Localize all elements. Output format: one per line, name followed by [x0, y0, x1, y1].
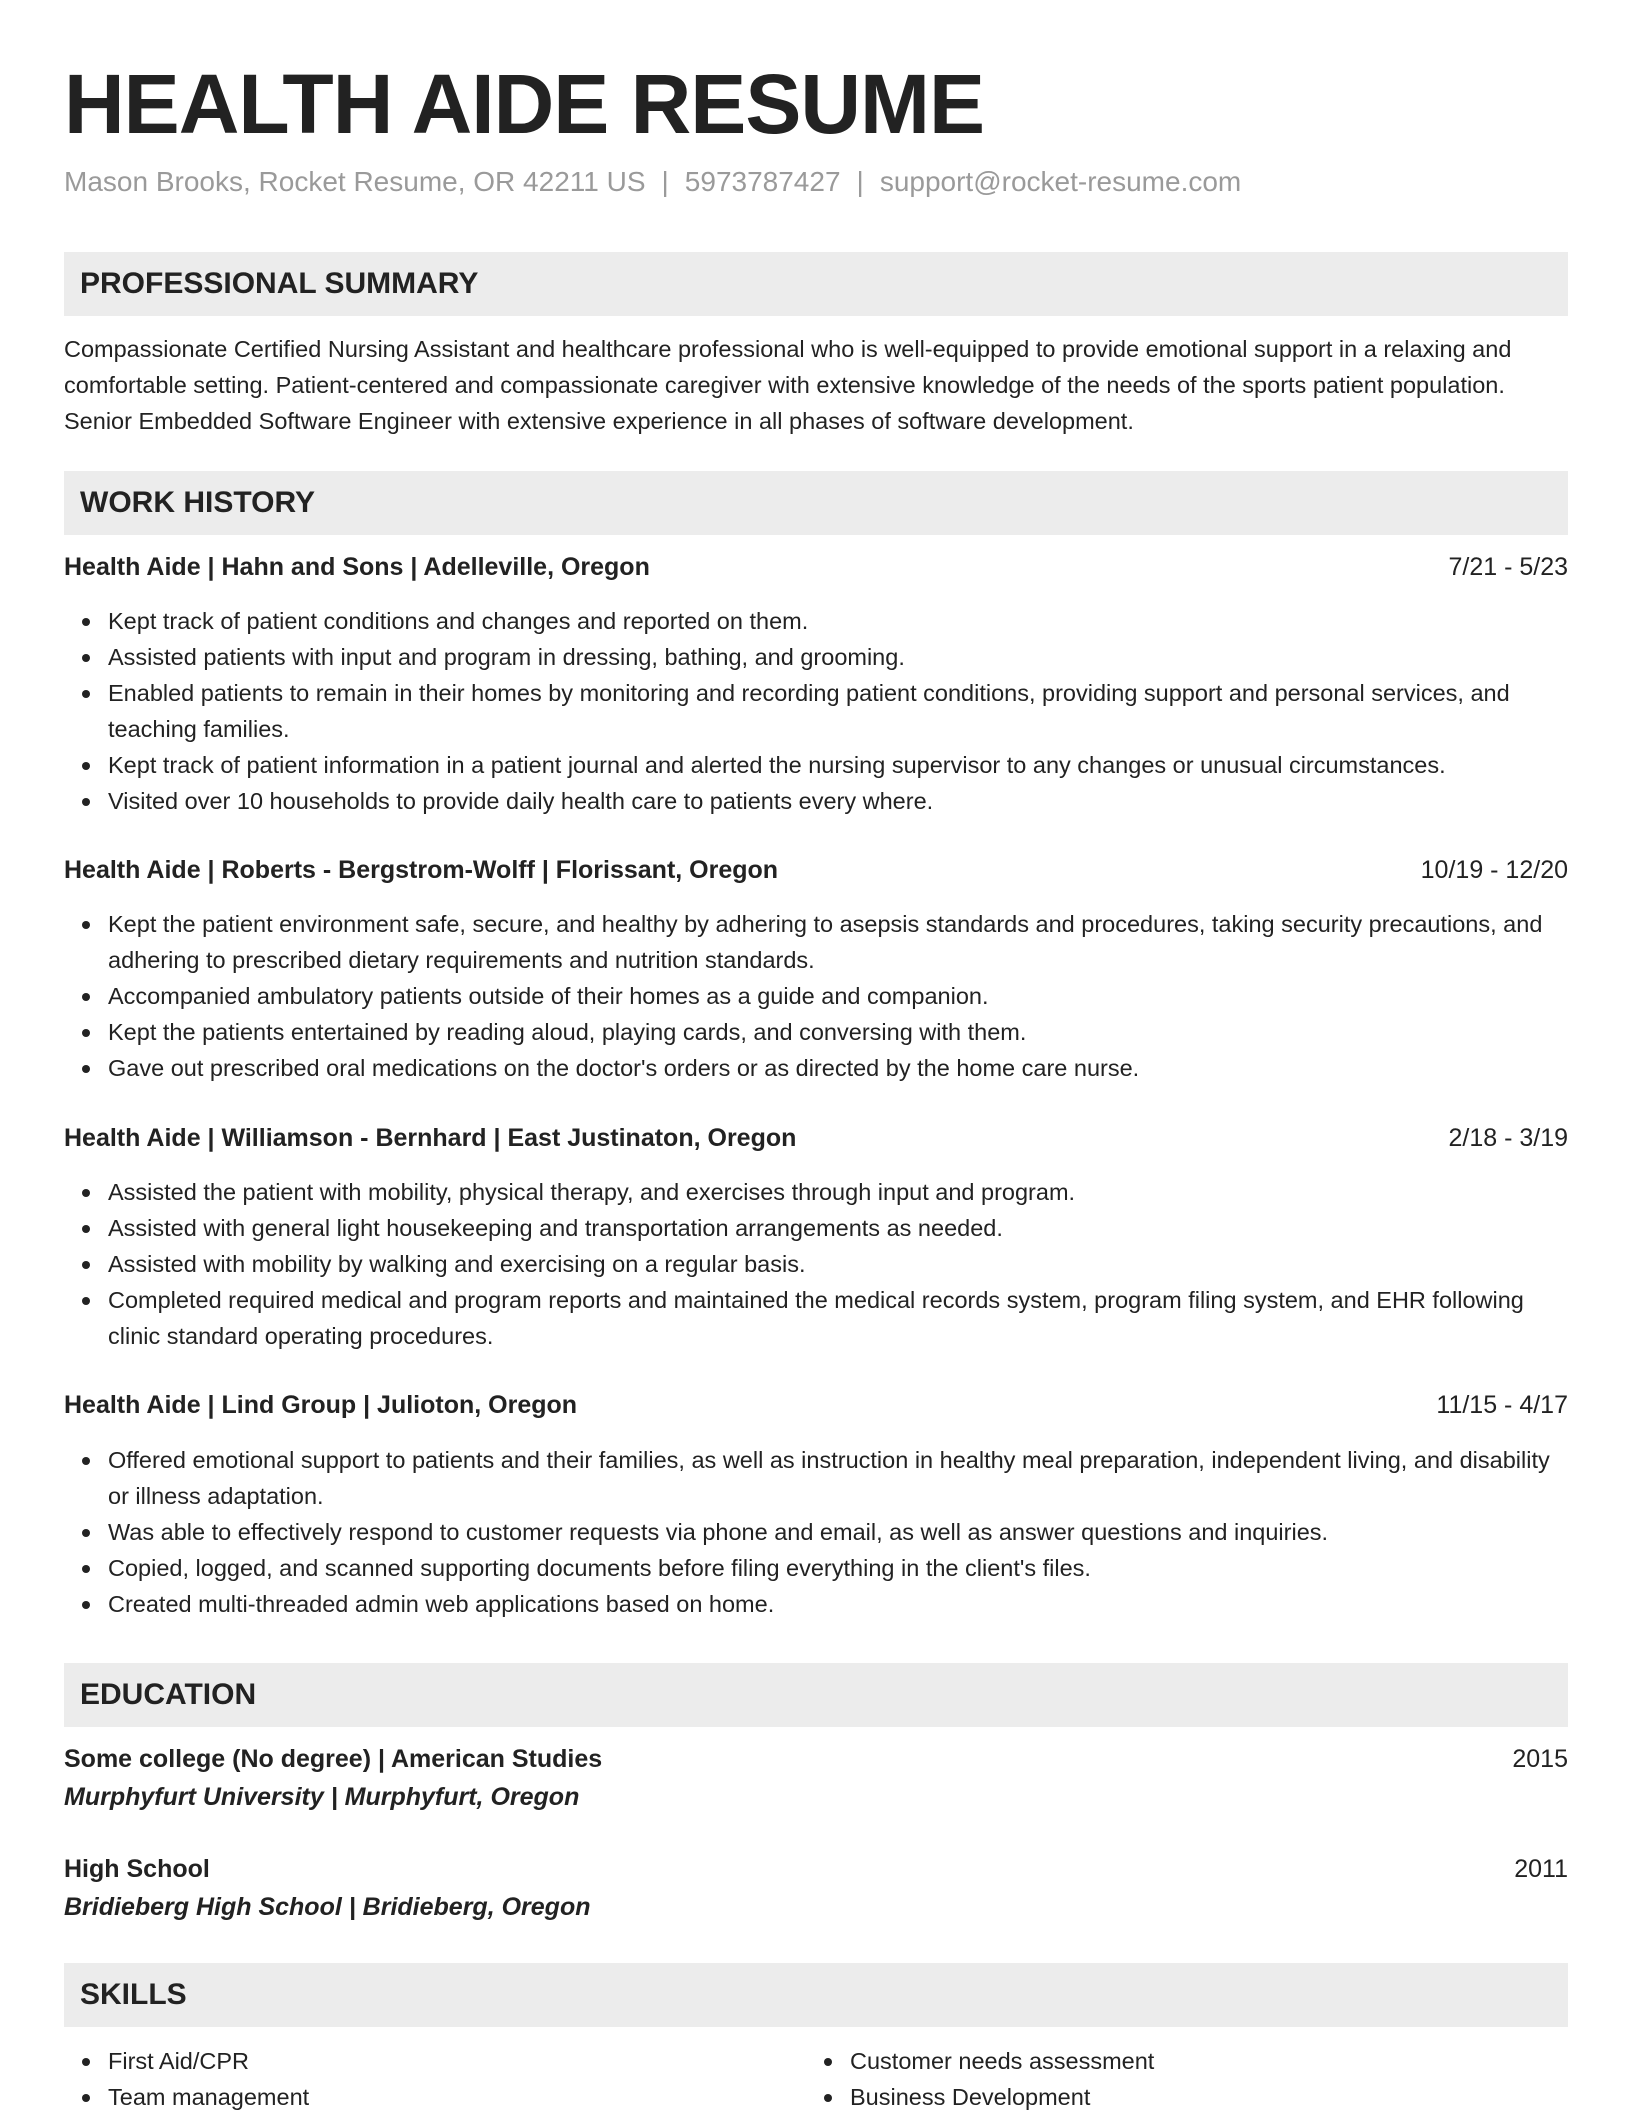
contact-separator: |	[661, 166, 669, 197]
contact-separator: |	[856, 166, 864, 197]
list-item: Kept the patients entertained by reading aloud, playing cards, and conversing with them.	[64, 1014, 1568, 1050]
job-bullets	[64, 603, 1568, 819]
list-item: Assisted with mobility by walking and exercising on a regular basis.	[64, 1246, 1568, 1282]
education-degree: High School	[64, 1855, 210, 1883]
job-dates: 7/21 - 5/23	[1448, 553, 1568, 581]
section-header-summary: PROFESSIONAL SUMMARY	[64, 252, 1568, 316]
summary-text: Compassionate Certified Nursing Assistant and healthcare professional who is well-equipped to provide emotional support in a relaxing and comfortable setting. Patient-centered and compassionate caregiver with extensive knowledge of the needs of the sports patient population. Senior Embedded Software Engineer with extensive experience in all phases of software development.	[64, 336, 1512, 434]
list-item: Was able to effectively respond to customer requests via phone and email, as well as answer questions and inquiries.	[64, 1514, 1568, 1550]
job-dates: 2/18 - 3/19	[1448, 1124, 1568, 1152]
list-item: Kept track of patient conditions and changes and reported on them.	[64, 603, 1568, 639]
list-item: Assisted patients with input and program in dressing, bathing, and grooming.	[64, 639, 1568, 675]
job-bullets	[64, 1442, 1568, 1622]
list-item: Copied, logged, and scanned supporting documents before filing everything in the client's files.	[64, 1550, 1568, 1586]
job-title: Health Aide | Williamson - Bernhard | East Justinaton, Oregon	[64, 1124, 797, 1152]
skill-item: Business Development	[806, 2079, 1632, 2115]
list-item: Kept track of patient information in a patient journal and alerted the nursing supervisor to any changes or unusual circumstances.	[64, 747, 1568, 783]
section-header-skills: SKILLS	[64, 1963, 1568, 2027]
list-item: Offered emotional support to patients and their families, as well as instruction in healthy meal preparation, independent living, and disability or illness adaptation.	[64, 1442, 1568, 1514]
job-title: Health Aide | Lind Group | Julioton, Oregon	[64, 1391, 578, 1419]
contact-email[interactable]: support@rocket-resume.com	[879, 166, 1242, 197]
list-item: Gave out prescribed oral medications on the doctor's orders or as directed by the home care nurse.	[64, 1050, 1568, 1086]
job-bullets	[64, 906, 1568, 1086]
contact-address: Mason Brooks, Rocket Resume, OR 42211 US	[64, 166, 646, 197]
education-entry-header	[64, 1743, 1568, 1775]
job-header	[64, 551, 1568, 583]
resume-title: HEALTH AIDE RESUME	[64, 57, 985, 151]
education-year: 2015	[1512, 1745, 1568, 1773]
list-item: Completed required medical and program reports and maintained the medical records system, program filing system, and EHR following clinic standard operating procedures.	[64, 1282, 1568, 1354]
job-bullets	[64, 1174, 1568, 1354]
list-item: Assisted the patient with mobility, physical therapy, and exercises through input and program.	[64, 1174, 1568, 1210]
skill-item: Team management	[64, 2079, 1568, 2115]
list-item: Accompanied ambulatory patients outside of their homes as a guide and companion.	[64, 978, 1568, 1014]
list-item: Created multi-threaded admin web applications based on home.	[64, 1586, 1568, 1622]
list-item: Assisted with general light housekeeping and transportation arrangements as needed.	[64, 1210, 1568, 1246]
education-school: Murphyfurt University | Murphyfurt, Oregon	[64, 1783, 580, 1811]
contact-phone: 5973787427	[684, 166, 841, 197]
job-dates: 10/19 - 12/20	[1420, 856, 1568, 884]
job-header	[64, 854, 1568, 886]
skills-list-right	[806, 2043, 1632, 2115]
list-item: Visited over 10 households to provide daily health care to patients every where.	[64, 783, 1568, 819]
list-item: Kept the patient environment safe, secure, and healthy by adhering to asepsis standards and procedures, taking security precautions, and adhering to prescribed dietary requirements and nutrition standards.	[64, 906, 1568, 978]
job-title: Health Aide | Roberts - Bergstrom-Wolff | Florissant, Oregon	[64, 856, 779, 884]
education-school: Bridieberg High School | Bridieberg, Oregon	[64, 1893, 591, 1921]
job-dates: 11/15 - 4/17	[1436, 1391, 1568, 1419]
education-degree: Some college (No degree) | American Studies	[64, 1745, 603, 1773]
skill-item: First Aid/CPR	[64, 2043, 1568, 2079]
education-entry-header	[64, 1853, 1568, 1885]
job-header	[64, 1389, 1568, 1421]
list-item: Enabled patients to remain in their homes by monitoring and recording patient conditions, providing support and personal services, and teaching families.	[64, 675, 1568, 747]
skill-item: Customer needs assessment	[806, 2043, 1632, 2079]
job-header	[64, 1122, 1568, 1154]
contact-line	[64, 166, 1241, 198]
education-year: 2011	[1514, 1855, 1568, 1883]
section-header-education: EDUCATION	[64, 1663, 1568, 1727]
job-title: Health Aide | Hahn and Sons | Adelleville, Oregon	[64, 553, 650, 581]
section-header-work-history: WORK HISTORY	[64, 471, 1568, 535]
